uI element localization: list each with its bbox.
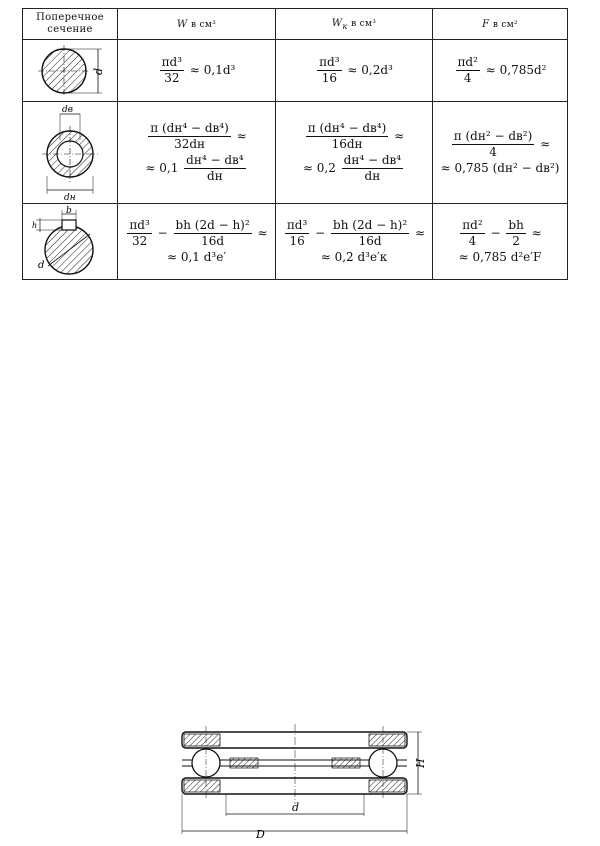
header-f: F в см² [433, 9, 568, 40]
header-row [23, 9, 568, 40]
label-H: H [414, 758, 427, 768]
wk-formula-solid: $\frac{\text{πd³}}{16}$ ≈ 0,2d³ [276, 40, 433, 102]
wk-formula-hollow: $\frac{\text{π (dн⁴ − dв⁴)}}{16dн}$ ≈ ≈ 0,2 $\frac{\text{dн⁴ − dв⁴}}{dн}$ [276, 102, 433, 204]
header-wk: $W_к$ в см³ [276, 9, 433, 40]
table-row [23, 102, 568, 204]
label-D: D [256, 828, 265, 840]
f-formula-solid: $\frac{\text{πd²}}{4}$ ≈ 0,785d² [433, 40, 568, 102]
figure-label-b: b [66, 205, 72, 216]
w-formula-solid: $\frac{\text{πd³}}{32}$ ≈ 0,1d³ [118, 40, 276, 102]
section-properties-table [22, 8, 568, 280]
w-formula-keyed: $\frac{\text{πd³}}{32}$ − $\frac{\text{bh (2d − h)²}}{16d}$ ≈ ≈ 0,1 d³e′ [118, 204, 276, 280]
table-row [23, 40, 568, 102]
figure-label-d-keyed: d [38, 259, 45, 271]
f-formula-keyed: $\frac{\text{πd²}}{4}$ − $\frac{bh}{2}$ ≈ ≈ 0,785 d²e′F [433, 204, 568, 280]
thrust-bearing-drawing [170, 720, 430, 840]
hollow-circle-figure [23, 102, 118, 204]
header-section: Поперечное сечение [23, 9, 118, 40]
figure-label-d: d [92, 67, 105, 75]
solid-circle-figure [23, 40, 118, 102]
keyed-shaft-figure [23, 204, 118, 280]
wk-formula-keyed: $\frac{\text{πd³}}{16}$ − $\frac{\text{bh (2d − h)²}}{16d}$ ≈ ≈ 0,2 d³e′к [276, 204, 433, 280]
table-row [23, 204, 568, 280]
header-w: W в см³ [118, 9, 276, 40]
figure-label-dv: dв [62, 104, 73, 115]
f-formula-hollow: $\frac{\text{π (dн² − dв²)}}{4}$ ≈ ≈ 0,785 (dн² − dв²) [433, 102, 568, 204]
figure-label-h: h [32, 220, 38, 230]
figure-label-dn: dн [64, 192, 76, 202]
w-formula-hollow: $\frac{\text{π (dн⁴ − dв⁴)}}{32dн}$ ≈ ≈ 0,1 $\frac{\text{dн⁴ − dв⁴}}{dн}$ [118, 102, 276, 204]
label-d: d [292, 801, 300, 814]
